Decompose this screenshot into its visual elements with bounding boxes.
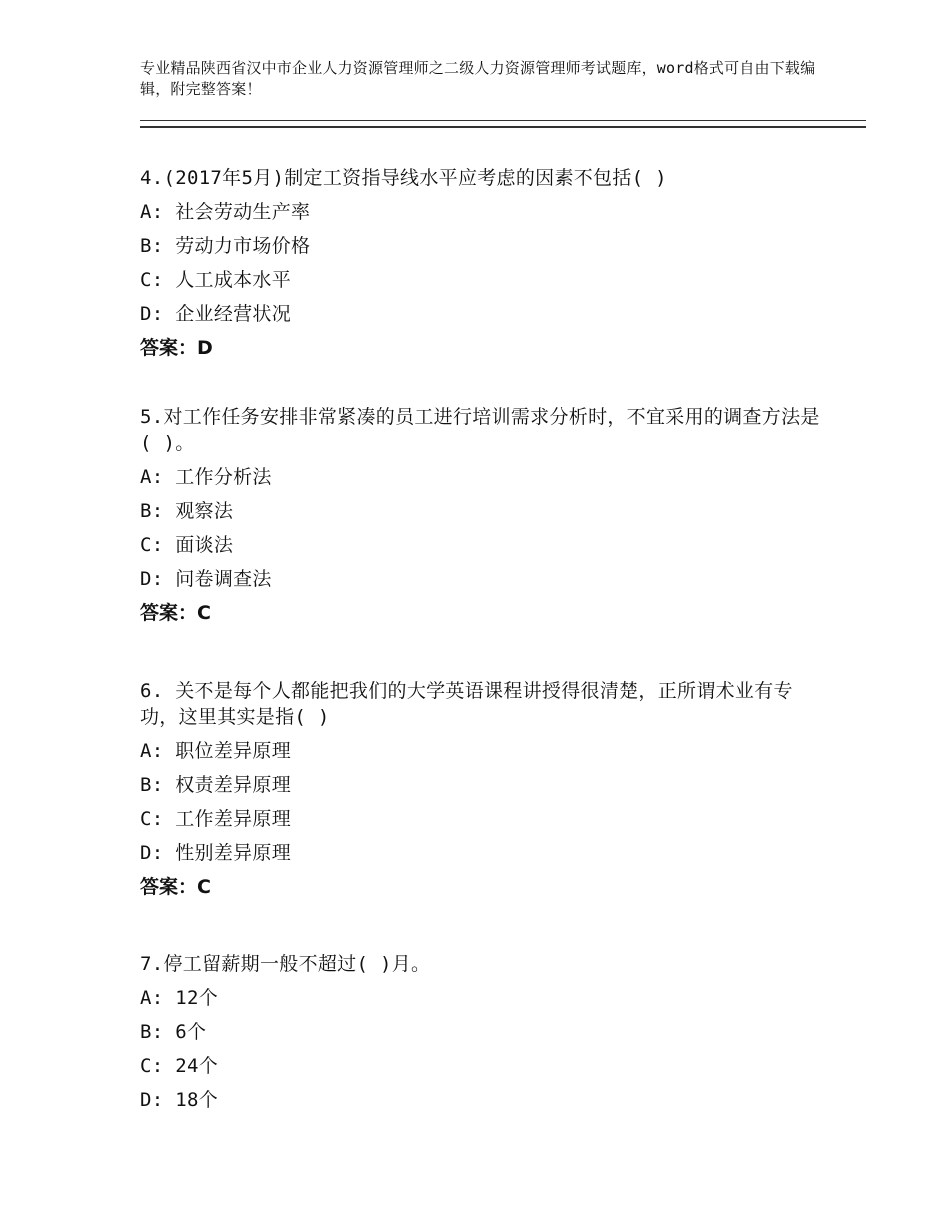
option-c: C: 人工成本水平 <box>140 269 292 291</box>
option-b: B: 劳动力市场价格 <box>140 235 311 257</box>
option-a: A: 12个 <box>140 987 218 1009</box>
option-d: D: 问卷调查法 <box>140 568 272 590</box>
answer: 答案：D <box>140 337 213 359</box>
option-d: D: 性别差异原理 <box>140 842 292 864</box>
option-c: C: 面谈法 <box>140 534 234 556</box>
option-b: B: 6个 <box>140 1021 207 1043</box>
question-title: 6. 关不是每个人都能把我们的大学英语课程讲授得很清楚，正所谓术业有专功，这里其实是指( ) <box>140 680 793 728</box>
question-7 <box>140 951 830 1121</box>
answer: 答案：C <box>140 602 211 624</box>
question-4 <box>140 165 830 369</box>
question-6 <box>140 678 830 908</box>
answer: 答案：C <box>140 876 211 898</box>
option-a: A: 社会劳动生产率 <box>140 201 311 223</box>
option-b: B: 观察法 <box>140 500 234 522</box>
question-title: 7.停工留薪期一般不超过( )月。 <box>140 953 431 975</box>
document-header: 专业精品陕西省汉中市企业人力资源管理师之二级人力资源管理师考试题库，word格式可自由下载编辑，附完整答案！ <box>140 59 816 98</box>
option-a: A: 职位差异原理 <box>140 740 292 762</box>
option-c: C: 24个 <box>140 1055 218 1077</box>
option-d: D: 企业经营状况 <box>140 303 292 325</box>
header-divider <box>140 120 866 128</box>
question-title: 4.(2017年5月)制定工资指导线水平应考虑的因素不包括( ) <box>140 167 667 189</box>
question-title: 5.对工作任务安排非常紧凑的员工进行培训需求分析时，不宜采用的调查方法是( )。 <box>140 406 820 454</box>
option-d: D: 18个 <box>140 1089 218 1111</box>
option-b: B: 权责差异原理 <box>140 774 292 796</box>
option-c: C: 工作差异原理 <box>140 808 292 830</box>
question-5 <box>140 404 830 634</box>
option-a: A: 工作分析法 <box>140 466 272 488</box>
